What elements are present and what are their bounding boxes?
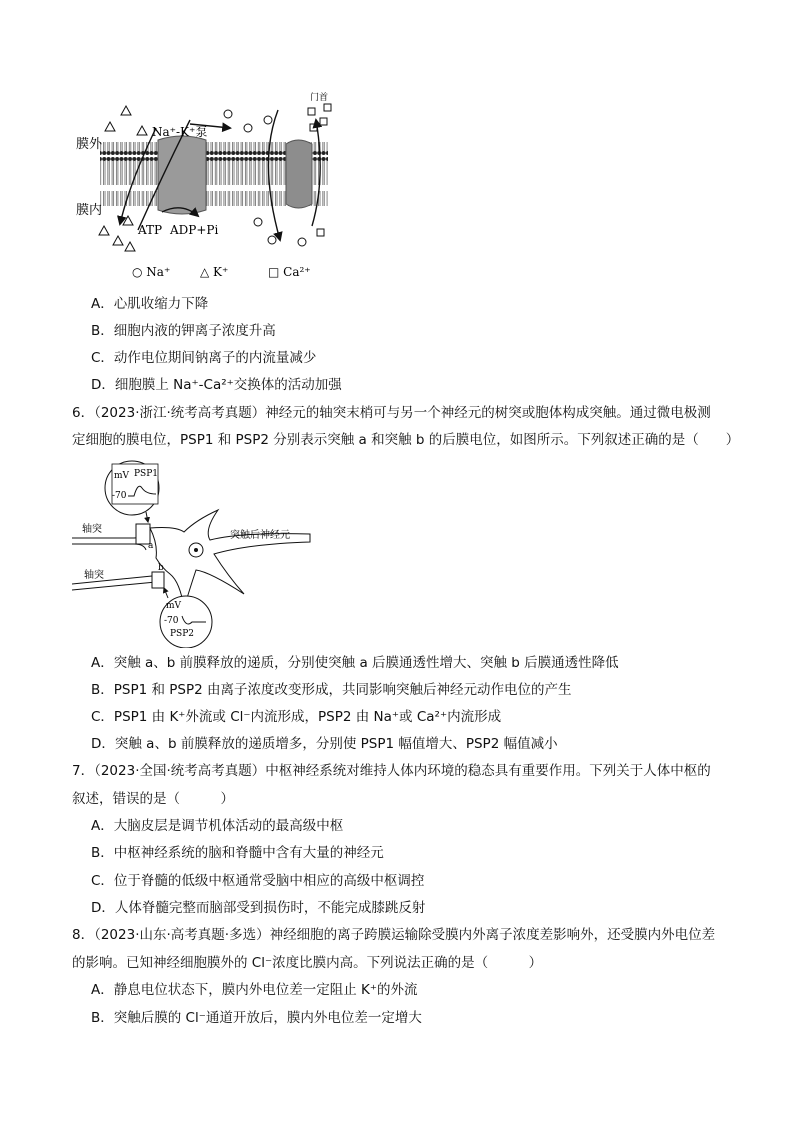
atp-label: ATP: [138, 223, 163, 237]
legend-k: △ K⁺: [200, 265, 229, 279]
q5-option-b: B．细胞内液的钾离子浓度升高: [91, 323, 276, 339]
synapse-b-label: b: [158, 563, 164, 573]
pump-label: Na⁺-K⁺泵: [152, 125, 208, 139]
adp-label: ADP+Pi: [170, 223, 219, 237]
q8-option-b: B．突触后膜的 Cl⁻通道开放后，膜内外电位差一定增大: [91, 1010, 422, 1026]
top-right-label: 门首: [310, 93, 329, 103]
na-k-pump: [158, 136, 206, 214]
q7-stem-line1: 7．（2023·全国·统考高考真题）中枢神经系统对维持人体内环境的稳态具有重要作用。下列关于人体中枢的: [72, 763, 711, 779]
q7-option-b: B．中枢神经系统的脑和脊髓中含有大量的神经元: [91, 845, 384, 861]
psp1-v: -70: [112, 491, 127, 501]
q8-stem-line1: 8．（2023·山东·高考真题·多选）神经细胞的离子跨膜运输除受膜内外离子浓度差影响外，还受膜内外电位差: [72, 927, 716, 943]
neuron-figure: [72, 458, 312, 648]
membrane-figure: [72, 92, 372, 287]
inside-label: 膜内: [76, 203, 103, 218]
legend-na: ○ Na⁺: [132, 265, 171, 279]
postsynaptic-soma: [150, 510, 310, 608]
synapse-b-terminal: [152, 572, 164, 588]
q6-option-a: A．突触 a、b 前膜释放的递质，分别使突触 a 后膜通透性增大、突触 b 后膜通透性降低: [91, 655, 619, 671]
legend-ca: □ Ca²⁺: [268, 265, 311, 279]
q7-option-c: C．位于脊髓的低级中枢通常受脑中相应的高级中枢调控: [91, 873, 425, 889]
axon-label-1: 轴突: [82, 524, 102, 535]
q5-option-a: A．心肌收缩力下降: [91, 296, 209, 312]
axon-label-2: 轴突: [84, 570, 104, 581]
q6-stem-line2: 定细胞的膜电位，PSP1 和 PSP2 分别表示突触 a 和突触 b 的后膜电位，如图所示。下列叙述正确的是（ ）: [72, 432, 740, 448]
synapse-a-label: a: [148, 541, 154, 551]
q7-stem-line2: 叙述，错误的是（ ）: [72, 791, 234, 807]
ion-channel: [286, 140, 312, 208]
psp2-v: -70: [164, 616, 179, 626]
psp1-mv: mV: [114, 471, 130, 481]
q6-option-b: B．PSP1 和 PSP2 由离子浓度改变形成，共同影响突触后神经元动作电位的产生: [91, 682, 572, 698]
q5-option-d: D．细胞膜上 Na⁺-Ca²⁺交换体的活动加强: [91, 377, 342, 393]
psp2-label: PSP2: [170, 629, 195, 639]
q6-option-d: D．突触 a、b 前膜释放的递质增多，分别使 PSP1 幅值增大、PSP2 幅值减小: [91, 736, 558, 752]
q8-option-a: A．静息电位状态下，膜内外电位差一定阻止 K⁺的外流: [91, 982, 418, 998]
q6-stem-line1: 6．（2023·浙江·统考高考真题）神经元的轴突末梢可与另一个神经元的树突或胞体构成突触。通过微电极测: [72, 405, 711, 421]
q7-option-a: A．大脑皮层是调节机体活动的最高级中枢: [91, 818, 344, 834]
q8-stem-line2: 的影响。已知神经细胞膜外的 Cl⁻浓度比膜内高。下列说法正确的是（ ）: [72, 955, 543, 971]
q5-option-c: C．动作电位期间钠离子的内流量减少: [91, 350, 317, 366]
psp2-mv: mV: [166, 601, 182, 611]
post-neuron-label: 突触后神经元: [230, 530, 290, 541]
q6-option-c: C．PSP1 由 K⁺外流或 Cl⁻内流形成，PSP2 由 Na⁺或 Ca²⁺内流形成: [91, 709, 502, 725]
psp1-label: PSP1: [134, 469, 159, 479]
outside-label: 膜外: [76, 137, 103, 152]
q7-option-d: D．人体脊髓完整而脑部受到损伤时，不能完成膝跳反射: [91, 900, 426, 916]
